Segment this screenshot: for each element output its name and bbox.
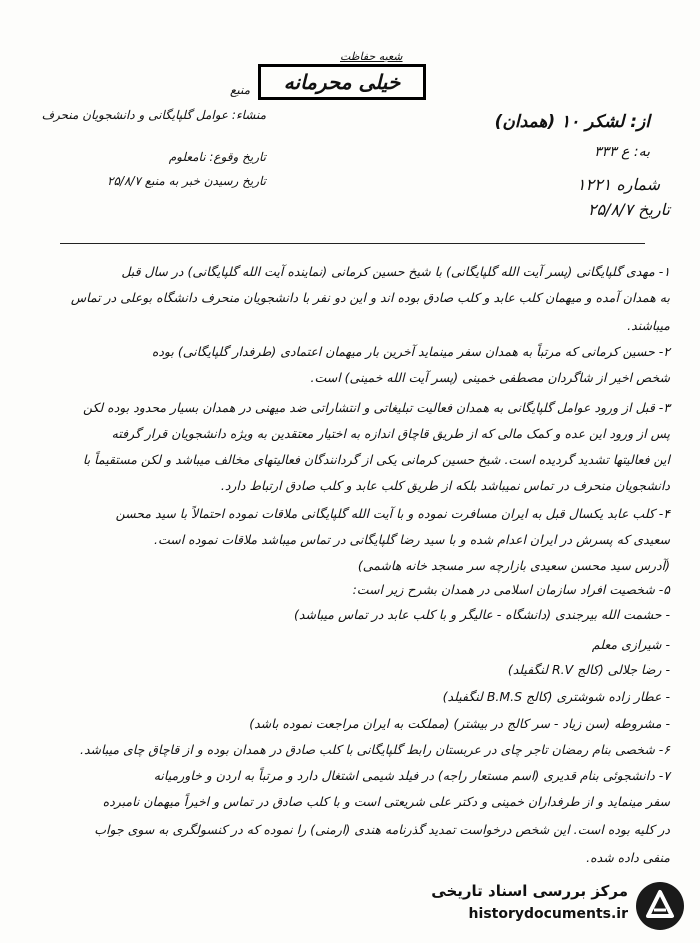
body-line: پس از ورود این عده و کمک مالی که از طریق قاچاق اندازه به اختیار معتقدین به ویژه دانشجویان قرار گرفته (111, 426, 670, 441)
body-line: ۶- شخصی بنام رمضان تاجر چای در عربستان رابط گلپایگانی با کلب صادق در همدان بوده و از قاچاق چای میباشد. (79, 742, 670, 757)
body-line: دانشجویان منحرف در تماس نمیباشد بلکه از طریق کلب عابد و کلب صادق ارتباط دارد. (220, 478, 670, 493)
archive-logo-icon (634, 880, 686, 932)
body-line: ۷- دانشجوئی بنام قدیری (اسم مستعار راجه) در فیلد شیمی اشتغال دارد و مرتباً به اردن و خاورمیانه (153, 768, 670, 783)
body-line: ۴- کلب عابد یکسال قبل به ایران مسافرت نموده و با آیت الله گلپایگانی ملاقات نموده احتمالاً با سید محسن (115, 506, 670, 521)
body-line: میباشند. (627, 318, 670, 333)
document-number: شماره ۱۲۲۱ (576, 175, 660, 194)
body-line: سفر مینماید و از طرفداران خمینی و دکتر علی شریعتی است و با کلب صادق در تماس و اخیراً میهمان نامبرده (102, 794, 670, 809)
source-field: منشاء: عوامل گلپایگانی و دانشجویان منحرف (41, 108, 266, 122)
body-line: (آدرس سید محسن سعیدی بازارچه سر مسجد خانه هاشمی) (357, 558, 670, 573)
body-line: در کلیه بوده است. این شخص درخواست تمدید گذرنامه هندی (ارمنی) را نموده که در کنسولگری به سوی جواب (94, 822, 670, 837)
item-5-title: ۵- شخصیت افراد سازمان اسلامی در همدان بشرح زیر است: (352, 582, 670, 597)
member-item: - شیرازی معلم (591, 637, 670, 652)
document-date: تاریخ ۲۵/۸/۷ (587, 200, 670, 219)
body-line: ۳- قبل از ورود عوامل گلپایگانی به همدان فعالیت تبلیغاتی و انتشاراتی ضد میهنی در همدان بسیار محدود بوده لکن (82, 400, 670, 415)
event-date-field: تاریخ وقوع: نامعلوم (168, 150, 266, 164)
header-divider (60, 243, 645, 244)
source-label: منبع (230, 83, 251, 97)
member-item: - رضا جلالی (کالج R.V لنگفیلد) (507, 662, 670, 677)
received-date-field: تاریخ رسیدن خبر به منبع ۲۵/۸/۷ (107, 174, 266, 188)
body-line: منفی داده شده. (586, 850, 670, 865)
body-line: ۱- مهدی گلپایگانی (پسر آیت الله گلپایگانی) با شیخ حسین کرمانی (نماینده آیت الله گلپایگانی) در سال قبل (121, 264, 670, 279)
body-line: ۲- حسین کرمانی که مرتباً به همدان سفر مینماید آخرین بار میهمان اعتمادی (طرفدار گلپایگانی) بوده (151, 344, 670, 359)
body-line: به همدان آمده و میهمان کلب عابد و کلب صادق بوده اند و این دو نفر با دانشجویان منحرف دانشگاه بوعلی در تماس (70, 290, 670, 305)
archive-url: historydocuments.ir (468, 906, 628, 922)
member-item: - حشمت الله بیرجندی (دانشگاه - عالیگر و با کلب عابد در تماس میباشد) (294, 607, 670, 622)
member-item: - عطار زاده شوشتری (کالج B.M.S لنگفیلد) (442, 689, 670, 704)
classification-stamp: خیلی محرمانه (258, 64, 426, 100)
office-note: شعبه حفاظت (340, 50, 403, 63)
recipient-field: به: ع ۳۳۳ (594, 144, 650, 160)
body-line: سعیدی که پسرش در ایران اعدام شده و با سید رضا گلپایگانی در تماس میباشد ملاقات نموده است. (154, 532, 670, 547)
member-item: - مشروطه (سن زیاد - سر کالج در بیشتر) (مملکت به ایران مراجعت نموده باشد) (249, 716, 670, 731)
body-line: این فعالیتها تشدید گردیده است. شیخ حسین کرمانی یکی از گردانندگان فعالیتهای مخالف میباشد و لکن مستقیماً با (82, 452, 670, 467)
addressee-field: از: لشکر ۱۰ (همدان) (494, 112, 650, 132)
body-line: شخص اخیر از شاگردان مصطفی خمینی (پسر آیت الله خمینی) است. (310, 370, 670, 385)
archive-watermark (420, 878, 690, 938)
archive-name: مرکز بررسی اسناد تاریخی (431, 882, 628, 900)
